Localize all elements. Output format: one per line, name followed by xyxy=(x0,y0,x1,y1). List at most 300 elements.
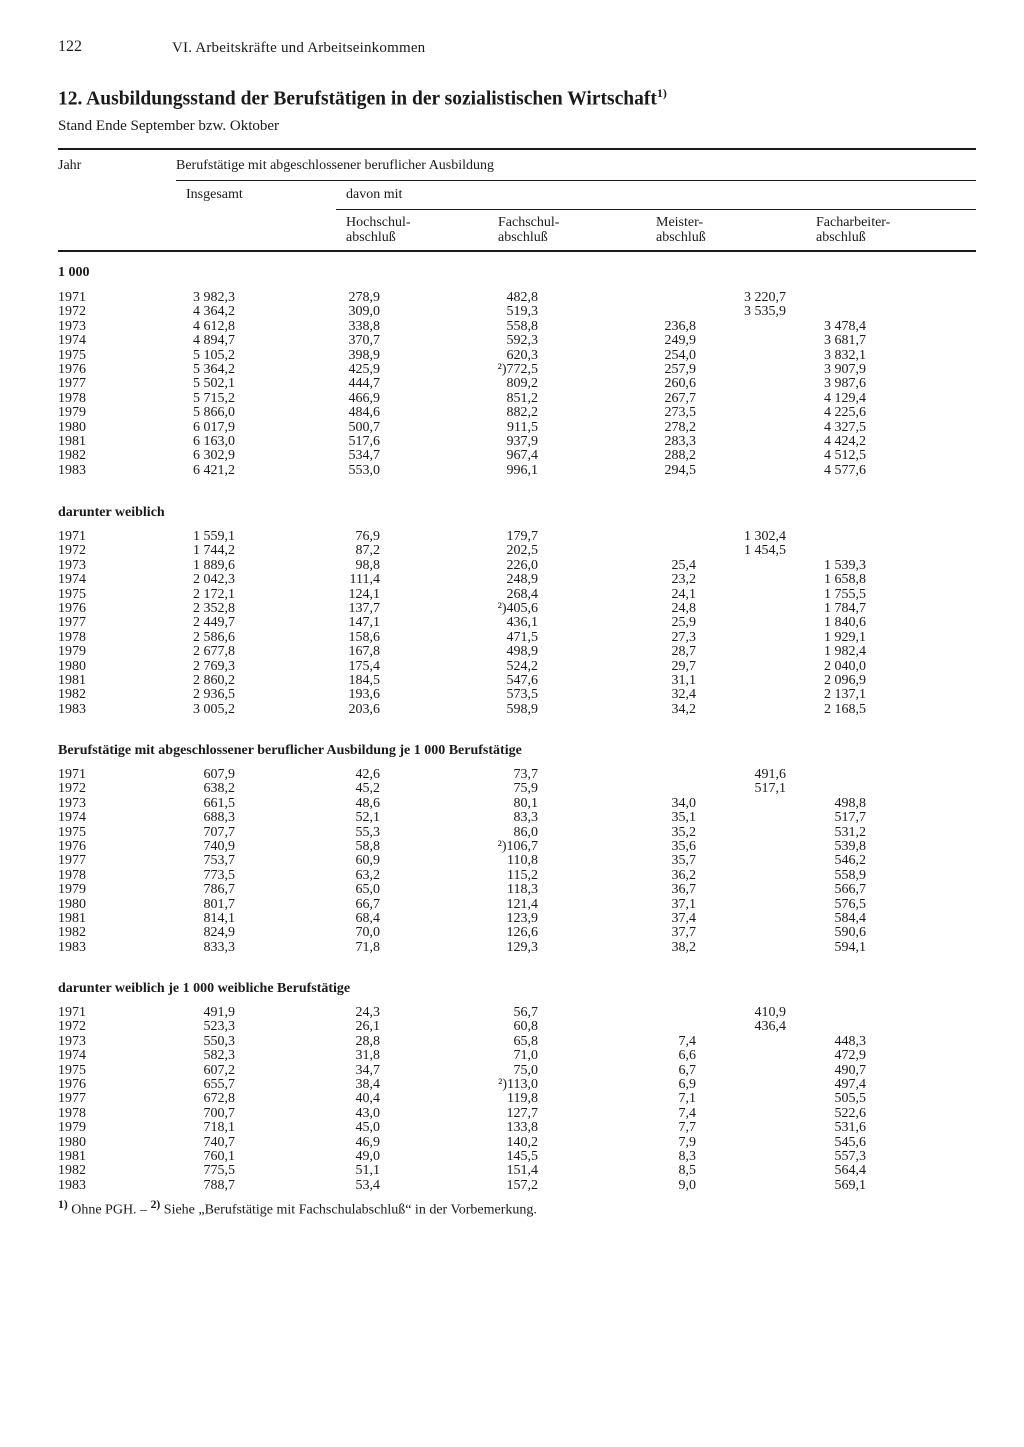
facharb-cell: 546,2 xyxy=(834,853,866,869)
fach-cell: 202,5 xyxy=(506,543,538,559)
facharb-cell: 590,6 xyxy=(834,925,866,941)
fach-cell: 851,2 xyxy=(506,390,538,406)
year-cell: 1973 xyxy=(58,318,86,334)
total-cell: 718,1 xyxy=(203,1120,235,1136)
table-row xyxy=(0,869,1024,883)
year-cell: 1977 xyxy=(58,1091,86,1107)
table-row xyxy=(0,674,1024,688)
year-cell: 1974 xyxy=(58,333,86,349)
hoch-cell: 466,9 xyxy=(348,390,380,406)
meister-cell: 27,3 xyxy=(671,629,696,645)
hoch-cell: 370,7 xyxy=(348,333,380,349)
total-cell: 824,9 xyxy=(203,925,235,941)
total-cell: 740,7 xyxy=(203,1134,235,1150)
hoch-cell: 45,0 xyxy=(355,1120,380,1136)
fach-cell: 498,9 xyxy=(506,644,538,660)
facharb-cell: 566,7 xyxy=(834,882,866,898)
facharb-cell: 2 137,1 xyxy=(824,687,866,703)
table-row xyxy=(0,559,1024,573)
header-bottom-rule xyxy=(58,250,976,252)
facharb-cell: 594,1 xyxy=(834,939,866,955)
meister-cell: 267,7 xyxy=(664,390,696,406)
meister-cell: 37,4 xyxy=(671,911,696,926)
combined-cell: 3 220,7 xyxy=(744,290,786,305)
facharb-cell: 545,6 xyxy=(834,1134,866,1150)
total-cell: 2 352,8 xyxy=(193,601,235,616)
year-cell: 1982 xyxy=(58,448,86,464)
table-row xyxy=(0,1164,1024,1178)
meister-cell: 273,5 xyxy=(664,405,696,421)
meister-cell: 24,8 xyxy=(671,601,696,616)
year-cell: 1974 xyxy=(58,572,86,588)
total-cell: 2 936,5 xyxy=(193,687,235,703)
year-cell: 1974 xyxy=(58,1048,86,1064)
year-cell: 1972 xyxy=(58,1019,86,1035)
facharb-cell: 1 982,4 xyxy=(824,644,866,660)
total-cell: 707,7 xyxy=(203,824,235,840)
fach-cell: ²)405,6 xyxy=(497,601,538,616)
hoch-cell: 70,0 xyxy=(355,925,380,941)
meister-cell: 283,3 xyxy=(664,434,696,449)
year-cell: 1973 xyxy=(58,795,86,811)
meister-cell: 7,1 xyxy=(678,1091,696,1107)
fach-cell: 248,9 xyxy=(506,572,538,588)
facharb-cell: 522,6 xyxy=(834,1105,866,1121)
year-cell: 1977 xyxy=(58,615,86,631)
fach-cell: 547,6 xyxy=(506,673,538,688)
total-cell: 607,9 xyxy=(203,767,235,782)
hoch-cell: 500,7 xyxy=(348,419,380,435)
total-cell: 1 744,2 xyxy=(193,543,235,559)
hoch-cell: 46,9 xyxy=(355,1134,380,1150)
table-row xyxy=(0,530,1024,544)
year-cell: 1983 xyxy=(58,939,86,955)
total-cell: 638,2 xyxy=(203,781,235,797)
meister-cell: 25,4 xyxy=(671,557,696,573)
table-row xyxy=(0,797,1024,811)
footnote-2-mark: 2) xyxy=(150,1198,161,1211)
total-cell: 5 715,2 xyxy=(193,390,235,406)
meister-cell: 25,9 xyxy=(671,615,696,631)
year-cell: 1980 xyxy=(58,1134,86,1150)
hoch-cell: 111,4 xyxy=(349,572,380,588)
header-fachschul xyxy=(498,215,559,245)
total-cell: 773,5 xyxy=(203,867,235,883)
facharb-cell: 4 512,5 xyxy=(824,448,866,464)
table-row xyxy=(0,1179,1024,1193)
table-row xyxy=(0,826,1024,840)
facharb-cell: 558,9 xyxy=(834,867,866,883)
facharb-cell: 3 681,7 xyxy=(824,333,866,349)
fach-cell: 592,3 xyxy=(506,333,538,349)
fach-cell: 226,0 xyxy=(506,557,538,573)
total-cell: 1 889,6 xyxy=(193,557,235,573)
fach-cell: ²)106,7 xyxy=(497,839,538,854)
table-row xyxy=(0,768,1024,782)
combined-cell: 491,6 xyxy=(754,767,786,782)
fach-cell: 126,6 xyxy=(506,925,538,941)
fach-cell: 179,7 xyxy=(506,529,538,544)
facharb-cell: 505,5 xyxy=(834,1091,866,1107)
year-cell: 1980 xyxy=(58,658,86,674)
table-row xyxy=(0,363,1024,377)
facharb-cell: 3 832,1 xyxy=(824,347,866,363)
table-row xyxy=(0,377,1024,391)
hoch-cell: 553,0 xyxy=(348,462,380,478)
total-cell: 5 866,0 xyxy=(193,405,235,421)
section-title: darunter weiblich je 1 000 weibliche Berufstätige xyxy=(58,981,351,996)
total-cell: 672,8 xyxy=(203,1091,235,1107)
hoch-cell: 309,0 xyxy=(348,304,380,320)
hoch-cell: 65,0 xyxy=(355,882,380,898)
fach-cell: 573,5 xyxy=(506,687,538,703)
combined-cell: 517,1 xyxy=(754,781,786,797)
meister-cell: 249,9 xyxy=(664,333,696,349)
table-title xyxy=(58,86,667,111)
meister-cell: 23,2 xyxy=(671,572,696,588)
facharb-cell: 4 424,2 xyxy=(824,434,866,449)
table-title-text: 12. Ausbildungsstand der Berufstätigen in der sozialistischen Wirtschaft xyxy=(58,88,657,110)
total-cell: 582,3 xyxy=(203,1048,235,1064)
facharb-cell: 531,2 xyxy=(834,824,866,840)
total-cell: 6 017,9 xyxy=(193,419,235,435)
year-cell: 1979 xyxy=(58,1120,86,1136)
hoch-cell: 38,4 xyxy=(355,1077,380,1092)
year-cell: 1979 xyxy=(58,882,86,898)
year-cell: 1971 xyxy=(58,1005,86,1020)
table-row xyxy=(0,305,1024,319)
facharb-cell: 584,4 xyxy=(834,911,866,926)
total-cell: 3 005,2 xyxy=(193,701,235,717)
header-meister xyxy=(656,215,706,245)
total-cell: 2 449,7 xyxy=(193,615,235,631)
year-cell: 1976 xyxy=(58,1077,86,1092)
table-row xyxy=(0,854,1024,868)
total-cell: 2 586,6 xyxy=(193,629,235,645)
hoch-cell: 147,1 xyxy=(348,615,380,631)
facharb-cell: 539,8 xyxy=(834,839,866,854)
fach-cell: 129,3 xyxy=(506,939,538,955)
facharb-cell: 4 327,5 xyxy=(824,419,866,435)
total-cell: 1 559,1 xyxy=(193,529,235,544)
table-row xyxy=(0,688,1024,702)
meister-cell: 8,3 xyxy=(678,1149,696,1164)
meister-cell: 236,8 xyxy=(664,318,696,334)
year-cell: 1982 xyxy=(58,925,86,941)
hoch-cell: 51,1 xyxy=(355,1163,380,1179)
hoch-cell: 137,7 xyxy=(348,601,380,616)
table-row xyxy=(0,660,1024,674)
meister-cell: 6,6 xyxy=(678,1048,696,1064)
total-cell: 775,5 xyxy=(203,1163,235,1179)
year-cell: 1977 xyxy=(58,376,86,392)
year-cell: 1983 xyxy=(58,462,86,478)
header-hochschul-line2: abschluß xyxy=(346,230,396,245)
total-cell: 2 677,8 xyxy=(193,644,235,660)
meister-cell: 35,6 xyxy=(671,839,696,854)
hoch-cell: 484,6 xyxy=(348,405,380,421)
table-row xyxy=(0,1020,1024,1034)
fach-cell: 436,1 xyxy=(506,615,538,631)
title-footnote-mark: 1) xyxy=(656,86,667,100)
total-cell: 4 894,7 xyxy=(193,333,235,349)
meister-cell: 7,9 xyxy=(678,1134,696,1150)
meister-cell: 288,2 xyxy=(664,448,696,464)
total-cell: 5 364,2 xyxy=(193,362,235,377)
fach-cell: 75,0 xyxy=(513,1062,538,1078)
page-number: 122 xyxy=(58,38,82,55)
hoch-cell: 158,6 xyxy=(348,629,380,645)
meister-cell: 254,0 xyxy=(664,347,696,363)
table-row xyxy=(0,334,1024,348)
year-cell: 1981 xyxy=(58,434,86,449)
facharb-cell: 4 225,6 xyxy=(824,405,866,421)
table-row xyxy=(0,703,1024,717)
fach-cell: 996,1 xyxy=(506,462,538,478)
total-cell: 661,5 xyxy=(203,795,235,811)
total-cell: 523,3 xyxy=(203,1019,235,1035)
table-row xyxy=(0,349,1024,363)
header-meister-line2: abschluß xyxy=(656,230,706,245)
header-facharbeiter-line1: Facharbeiter- xyxy=(816,215,891,230)
meister-cell: 36,2 xyxy=(671,867,696,883)
combined-cell: 1 454,5 xyxy=(744,543,786,559)
fach-cell: 268,4 xyxy=(506,586,538,602)
header-top-rule xyxy=(58,148,976,150)
fach-cell: 73,7 xyxy=(513,767,538,782)
year-cell: 1978 xyxy=(58,390,86,406)
facharb-cell: 3 987,6 xyxy=(824,376,866,392)
fach-cell: 519,3 xyxy=(506,304,538,320)
fach-cell: 598,9 xyxy=(506,701,538,717)
table-row xyxy=(0,1136,1024,1150)
year-cell: 1975 xyxy=(58,824,86,840)
header-year: Jahr xyxy=(58,158,82,173)
meister-cell: 34,2 xyxy=(671,701,696,717)
table-row xyxy=(0,1092,1024,1106)
header-rule-davon xyxy=(336,209,976,210)
fach-cell: ²)772,5 xyxy=(497,362,538,377)
table-subtitle: Stand Ende September bzw. Oktober xyxy=(58,118,280,134)
total-cell: 6 421,2 xyxy=(193,462,235,478)
hoch-cell: 52,1 xyxy=(355,810,380,826)
meister-cell: 37,7 xyxy=(671,925,696,941)
facharb-cell: 576,5 xyxy=(834,896,866,912)
year-cell: 1979 xyxy=(58,405,86,421)
facharb-cell: 1 840,6 xyxy=(824,615,866,631)
fach-cell: 524,2 xyxy=(506,658,538,674)
year-cell: 1981 xyxy=(58,911,86,926)
table-row xyxy=(0,320,1024,334)
total-cell: 2 769,3 xyxy=(193,658,235,674)
header-group: Berufstätige mit abgeschlossener beruflicher Ausbildung xyxy=(176,158,495,173)
total-cell: 2 172,1 xyxy=(193,586,235,602)
meister-cell: 31,1 xyxy=(671,673,696,688)
hoch-cell: 184,5 xyxy=(348,673,380,688)
fach-cell: 110,8 xyxy=(507,853,538,869)
fach-cell: 911,5 xyxy=(507,419,538,435)
table-row xyxy=(0,464,1024,478)
header-facharbeiter-line2: abschluß xyxy=(816,230,866,245)
hoch-cell: 34,7 xyxy=(355,1062,380,1078)
year-cell: 1983 xyxy=(58,701,86,717)
meister-cell: 278,2 xyxy=(664,419,696,435)
fach-cell: 482,8 xyxy=(506,290,538,305)
year-cell: 1978 xyxy=(58,867,86,883)
total-cell: 700,7 xyxy=(203,1105,235,1121)
table-row xyxy=(0,883,1024,897)
hoch-cell: 60,9 xyxy=(355,853,380,869)
table-row xyxy=(0,926,1024,940)
facharb-cell: 2 040,0 xyxy=(824,658,866,674)
table-row xyxy=(0,645,1024,659)
fach-cell: 123,9 xyxy=(506,911,538,926)
year-cell: 1971 xyxy=(58,767,86,782)
meister-cell: 37,1 xyxy=(671,896,696,912)
total-cell: 786,7 xyxy=(203,882,235,898)
hoch-cell: 48,6 xyxy=(355,795,380,811)
fach-cell: 71,0 xyxy=(513,1048,538,1064)
hoch-cell: 398,9 xyxy=(348,347,380,363)
fach-cell: 80,1 xyxy=(513,795,538,811)
table-row xyxy=(0,782,1024,796)
year-cell: 1976 xyxy=(58,839,86,854)
meister-cell: 32,4 xyxy=(671,687,696,703)
facharb-cell: 1 784,7 xyxy=(824,601,866,616)
year-cell: 1979 xyxy=(58,644,86,660)
table-row xyxy=(0,449,1024,463)
hoch-cell: 534,7 xyxy=(348,448,380,464)
total-cell: 833,3 xyxy=(203,939,235,955)
hoch-cell: 203,6 xyxy=(348,701,380,717)
year-cell: 1975 xyxy=(58,347,86,363)
meister-cell: 29,7 xyxy=(671,658,696,674)
year-cell: 1973 xyxy=(58,1033,86,1049)
year-cell: 1977 xyxy=(58,853,86,869)
total-cell: 550,3 xyxy=(203,1033,235,1049)
facharb-cell: 531,6 xyxy=(834,1120,866,1136)
meister-cell: 35,7 xyxy=(671,853,696,869)
fach-cell: 118,3 xyxy=(507,882,538,898)
table-row xyxy=(0,840,1024,854)
fach-cell: 967,4 xyxy=(506,448,538,464)
combined-cell: 3 535,9 xyxy=(744,304,786,320)
table-row xyxy=(0,435,1024,449)
hoch-cell: 68,4 xyxy=(355,911,380,926)
year-cell: 1975 xyxy=(58,586,86,602)
table-row xyxy=(0,602,1024,616)
hoch-cell: 71,8 xyxy=(355,939,380,955)
hoch-cell: 49,0 xyxy=(355,1149,380,1164)
table-row xyxy=(0,421,1024,435)
meister-cell: 28,7 xyxy=(671,644,696,660)
hoch-cell: 58,8 xyxy=(355,839,380,854)
year-cell: 1976 xyxy=(58,601,86,616)
facharb-cell: 490,7 xyxy=(834,1062,866,1078)
hoch-cell: 31,8 xyxy=(355,1048,380,1064)
meister-cell: 9,0 xyxy=(678,1177,696,1193)
meister-cell: 294,5 xyxy=(664,462,696,478)
table-row xyxy=(0,1006,1024,1020)
meister-cell: 35,2 xyxy=(671,824,696,840)
table-row xyxy=(0,1121,1024,1135)
year-cell: 1974 xyxy=(58,810,86,826)
fach-cell: 157,2 xyxy=(506,1177,538,1193)
header-hochschul xyxy=(346,215,411,245)
facharb-cell: 4 129,4 xyxy=(824,390,866,406)
total-cell: 801,7 xyxy=(203,896,235,912)
header-fachschul-line2: abschluß xyxy=(498,230,548,245)
fach-cell: 83,3 xyxy=(513,810,538,826)
hoch-cell: 425,9 xyxy=(348,362,380,377)
hoch-cell: 24,3 xyxy=(355,1005,380,1020)
meister-cell: 6,7 xyxy=(678,1062,696,1078)
meister-cell: 7,4 xyxy=(678,1033,696,1049)
year-cell: 1975 xyxy=(58,1062,86,1078)
hoch-cell: 40,4 xyxy=(355,1091,380,1107)
fach-cell: 75,9 xyxy=(513,781,538,797)
table-row xyxy=(0,1107,1024,1121)
meister-cell: 260,6 xyxy=(664,376,696,392)
fach-cell: 127,7 xyxy=(506,1105,538,1121)
total-cell: 2 860,2 xyxy=(193,673,235,688)
fach-cell: ²)113,0 xyxy=(498,1077,538,1092)
meister-cell: 7,4 xyxy=(678,1105,696,1121)
table-row xyxy=(0,811,1024,825)
fach-cell: 115,2 xyxy=(507,867,538,883)
year-cell: 1981 xyxy=(58,673,86,688)
facharb-cell: 3 478,4 xyxy=(824,318,866,334)
total-cell: 491,9 xyxy=(203,1005,235,1020)
header-hochschul-line1: Hochschul- xyxy=(346,215,411,230)
total-cell: 6 302,9 xyxy=(193,448,235,464)
hoch-cell: 87,2 xyxy=(355,543,380,559)
year-cell: 1982 xyxy=(58,687,86,703)
hoch-cell: 53,4 xyxy=(355,1177,380,1193)
table-row xyxy=(0,291,1024,305)
facharb-cell: 557,3 xyxy=(834,1149,866,1164)
facharb-cell: 1 658,8 xyxy=(824,572,866,588)
running-head: VI. Arbeitskräfte und Arbeitseinkommen xyxy=(172,40,426,56)
table-row xyxy=(0,1078,1024,1092)
header-total: Insgesamt xyxy=(186,187,243,202)
fach-cell: 133,8 xyxy=(506,1120,538,1136)
fach-cell: 882,2 xyxy=(506,405,538,421)
table-row xyxy=(0,406,1024,420)
total-cell: 5 105,2 xyxy=(193,347,235,363)
header-meister-line1: Meister- xyxy=(656,215,704,230)
fach-cell: 809,2 xyxy=(506,376,538,392)
fach-cell: 60,8 xyxy=(513,1019,538,1035)
total-cell: 4 612,8 xyxy=(193,318,235,334)
total-cell: 2 042,3 xyxy=(193,572,235,588)
hoch-cell: 175,4 xyxy=(348,658,380,674)
hoch-cell: 42,6 xyxy=(355,767,380,782)
facharb-cell: 569,1 xyxy=(834,1177,866,1193)
hoch-cell: 63,2 xyxy=(355,867,380,883)
table-row xyxy=(0,912,1024,926)
hoch-cell: 444,7 xyxy=(348,376,380,392)
fach-cell: 558,8 xyxy=(506,318,538,334)
year-cell: 1980 xyxy=(58,419,86,435)
footnotes xyxy=(58,1198,537,1219)
meister-cell: 34,0 xyxy=(671,795,696,811)
year-cell: 1972 xyxy=(58,781,86,797)
hoch-cell: 55,3 xyxy=(355,824,380,840)
header-fachschul-line1: Fachschul- xyxy=(498,215,560,230)
year-cell: 1978 xyxy=(58,629,86,645)
header-facharbeiter xyxy=(816,215,890,245)
